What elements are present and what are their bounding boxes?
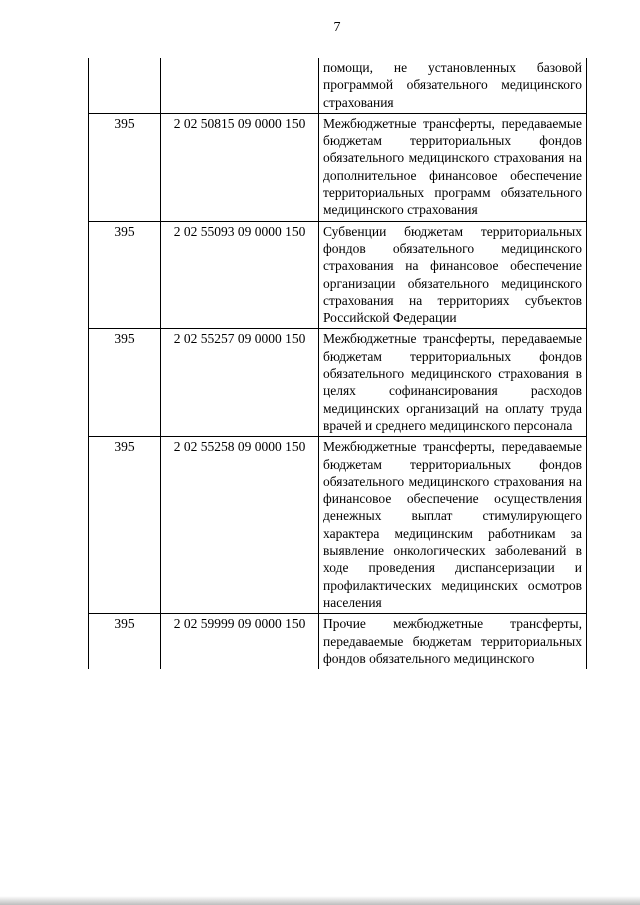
table-cell-description: Межбюджетные трансферты, передаваемые бюджетам территориальных фондов обязательного медицинского страхования на дополнительное финансовое обеспечение территориальных программ обязательного медицинского страхования: [319, 113, 587, 221]
table-cell-description: помощи, не установленных базовой программой обязательного медицинского страхования: [319, 58, 587, 113]
table-cell-description: Межбюджетные трансферты, передаваемые бюджетам территориальных фондов обязательного медицинского страхования в целях софинансирования расходов медицинских организаций на оплату труда врачей и среднего медицинского персонала: [319, 329, 587, 437]
table-cell-code: 395: [89, 329, 161, 437]
table-cell-code: 395: [89, 614, 161, 669]
page-bottom-shadow: [0, 896, 640, 905]
table-cell-description: Прочие межбюджетные трансферты, передаваемые бюджетам территориальных фондов обязательного медицинского: [319, 614, 587, 669]
table-cell-code: 395: [89, 437, 161, 614]
table-row: [89, 58, 587, 113]
table-cell-code: 395: [89, 221, 161, 329]
page-number: 7: [333, 20, 341, 35]
table-cell-description: Субвенции бюджетам территориальных фондов обязательного медицинского страхования на финансовое обеспечение организации обязательного медицинского страхования на территориях субъектов Российской Федерации: [319, 221, 587, 329]
table-row: [89, 113, 587, 221]
table-row: [89, 329, 587, 437]
table-cell-budget-code: 2 02 55257 09 0000 150: [161, 329, 319, 437]
table-cell-budget-code: 2 02 55093 09 0000 150: [161, 221, 319, 329]
table-cell-code: [89, 58, 161, 113]
table-row: [89, 614, 587, 669]
table-cell-code: 395: [89, 113, 161, 221]
table-cell-description: Межбюджетные трансферты, передаваемые бюджетам территориальных фондов обязательного медицинского страхования на финансовое обеспечение осуществления денежных выплат стимулирующего характера медицинским работникам за выявление онкологических заболеваний в ходе проведения диспансеризации и профилактических медицинских осмотров населения: [319, 437, 587, 614]
table-row: [89, 437, 587, 614]
budget-codes-table: [88, 58, 587, 669]
table-cell-budget-code: 2 02 50815 09 0000 150: [161, 113, 319, 221]
table-cell-budget-code: 2 02 55258 09 0000 150: [161, 437, 319, 614]
table-cell-budget-code: [161, 58, 319, 113]
table-cell-budget-code: 2 02 59999 09 0000 150: [161, 614, 319, 669]
table-row: [89, 221, 587, 329]
